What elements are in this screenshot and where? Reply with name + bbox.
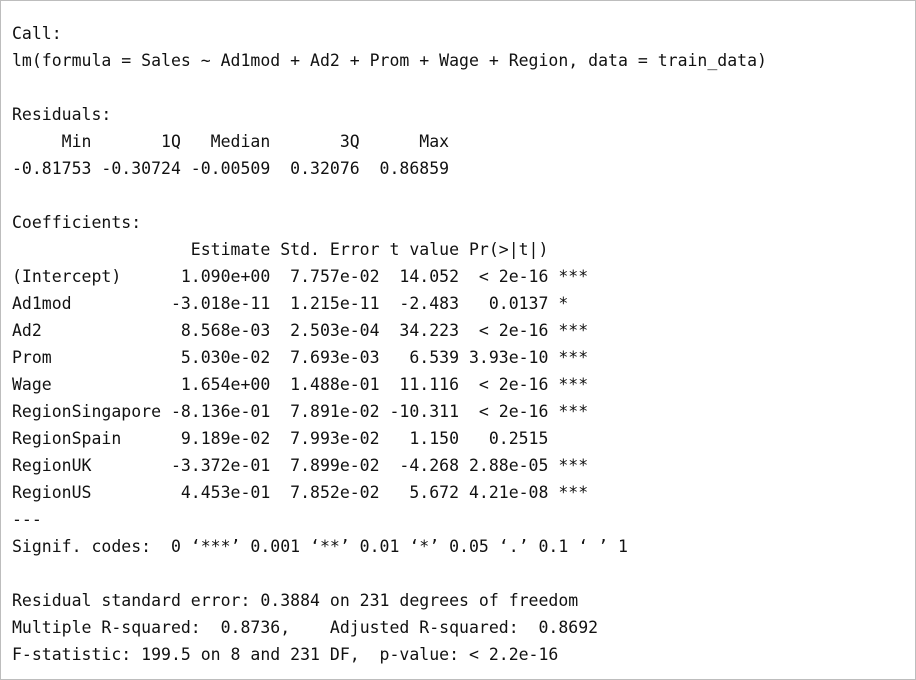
coefficient-row-wage: Wage 1.654e+00 1.488e-01 11.116 < 2e-16 *** <box>12 375 589 394</box>
r-squared-line: Multiple R-squared: 0.8736, Adjusted R-squared: 0.8692 <box>12 618 609 637</box>
coefficient-row-region-spain: RegionSpain 9.189e-02 7.993e-02 1.150 0.2515 <box>12 429 589 448</box>
lm-summary-output <box>12 20 767 668</box>
blank-line <box>12 560 767 587</box>
coefficient-row-region-uk: RegionUK -3.372e-01 7.899e-02 -4.268 2.88e-05 *** <box>12 456 589 475</box>
residuals-quantile-values: -0.81753 -0.30724 -0.00509 0.32076 0.86859 <box>12 159 460 178</box>
blank-line <box>12 74 767 101</box>
residual-standard-error: Residual standard error: 0.3884 on 231 degrees of freedom <box>12 591 579 610</box>
coefficient-row-intercept: (Intercept) 1.090e+00 7.757e-02 14.052 < 2e-16 *** <box>12 267 589 286</box>
separator-dashes: --- <box>12 510 42 529</box>
coefficients-header: Coefficients: <box>12 213 142 232</box>
coefficient-row-region-us: RegionUS 4.453e-01 7.852e-02 5.672 4.21e-08 *** <box>12 483 589 502</box>
coefficient-row-ad2: Ad2 8.568e-03 2.503e-04 34.223 < 2e-16 *** <box>12 321 589 340</box>
blank-line <box>12 182 767 209</box>
coefficients-column-headers: Estimate Std. Error t value Pr(>|t|) <box>12 240 589 259</box>
coefficient-row-region-singapore: RegionSingapore -8.136e-01 7.891e-02 -10.311 < 2e-16 *** <box>12 402 589 421</box>
significance-codes: Signif. codes: 0 ‘***’ 0.001 ‘**’ 0.01 ‘*’ 0.05 ‘.’ 0.1 ‘ ’ 1 <box>12 537 628 556</box>
call-header: Call: <box>12 24 62 43</box>
residuals-quantile-labels: Min 1Q Median 3Q Max <box>12 132 460 151</box>
f-statistic-line: F-statistic: 199.5 on 8 and 231 DF, p-value: < 2.2e-16 <box>12 645 559 664</box>
call-formula: lm(formula = Sales ~ Ad1mod + Ad2 + Prom + Wage + Region, data = train_data) <box>12 51 767 70</box>
residuals-header: Residuals: <box>12 105 112 124</box>
coefficient-row-ad1mod: Ad1mod -3.018e-11 1.215e-11 -2.483 0.0137 * <box>12 294 589 313</box>
coefficient-row-prom: Prom 5.030e-02 7.693e-03 6.539 3.93e-10 *** <box>12 348 589 367</box>
